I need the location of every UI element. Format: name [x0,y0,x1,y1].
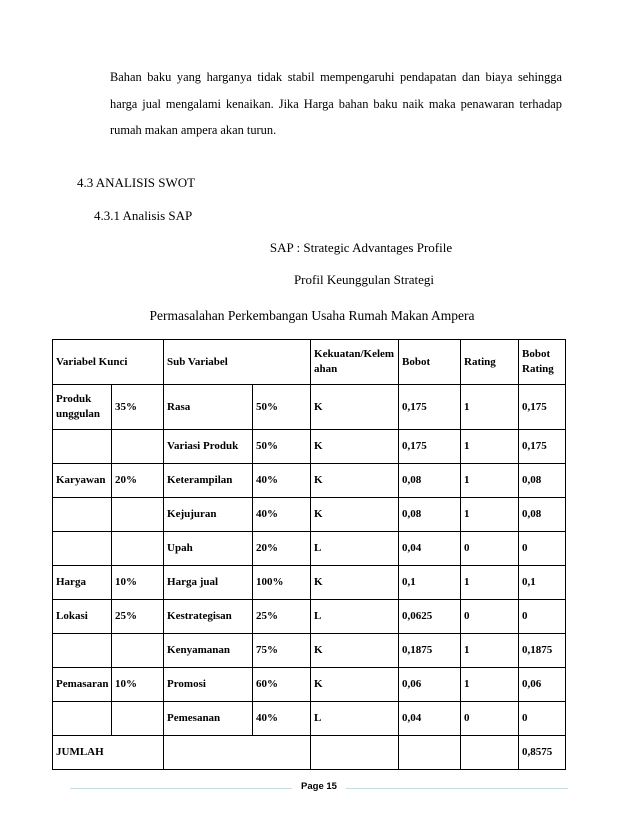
cell-bobot: 0,1 [399,566,461,600]
table-header-row [53,340,566,385]
cell-sub-pct: 60% [253,668,311,702]
cell-rating: 1 [461,498,519,532]
header-variabel-kunci: Variabel Kunci [53,340,164,385]
cell-sub-variabel: Upah [164,532,253,566]
table-row [53,498,566,532]
cell-sub-variabel: Keterampilan [164,464,253,498]
cell-sub-pct: 50% [253,385,311,430]
section-heading: 4.3 ANALISIS SWOT [77,175,196,190]
cell-rating: 0 [461,532,519,566]
table-title-sap: SAP : Strategic Advantages Profile [269,240,453,255]
cell-sub-variabel: Pemesanan [164,702,253,736]
cell-variabel [53,634,112,668]
cell-variabel-pct: 10% [112,668,164,702]
total-label: JUMLAH [53,736,164,770]
table-row [53,702,566,736]
cell-kekuatan: K [311,430,399,464]
cell-sub-pct: 75% [253,634,311,668]
cell-variabel [53,532,112,566]
cell-kekuatan: L [311,532,399,566]
cell-bobot-rating: 0,175 [519,430,566,464]
cell-variabel: Produk unggulan [53,385,112,430]
cell-sub-pct: 25% [253,600,311,634]
cell-sub-variabel: Harga jual [164,566,253,600]
cell-rating: 0 [461,702,519,736]
cell-rating: 1 [461,430,519,464]
table-row [53,668,566,702]
total-empty-cell [311,736,399,770]
cell-rating: 1 [461,464,519,498]
cell-kekuatan: K [311,634,399,668]
cell-bobot-rating: 0,08 [519,498,566,532]
cell-variabel [53,498,112,532]
header-bobot: Bobot [399,340,461,385]
cell-kekuatan: K [311,385,399,430]
cell-kekuatan: L [311,702,399,736]
cell-sub-pct: 40% [253,702,311,736]
header-rating: Rating [461,340,519,385]
cell-sub-variabel: Promosi [164,668,253,702]
page-number: Page 15 [301,781,337,792]
table-row [53,430,566,464]
cell-kekuatan: K [311,498,399,532]
cell-sub-pct: 40% [253,464,311,498]
cell-bobot-rating: 0,06 [519,668,566,702]
cell-variabel: Lokasi [53,600,112,634]
header-bobot-rating: Bobot Rating [519,340,566,385]
cell-variabel-pct: 35% [112,385,164,430]
cell-kekuatan: K [311,566,399,600]
table-total-row [53,736,566,770]
table-row [53,566,566,600]
cell-variabel-pct [112,532,164,566]
table-row [53,532,566,566]
cell-variabel: Karyawan [53,464,112,498]
cell-variabel-pct: 20% [112,464,164,498]
cell-variabel-pct [112,634,164,668]
table-row [53,634,566,668]
subsection-heading: 4.3.1 Analisis SAP [94,208,193,223]
cell-sub-variabel: Kenyamanan [164,634,253,668]
total-empty-cell [461,736,519,770]
cell-rating: 1 [461,566,519,600]
cell-bobot: 0,08 [399,464,461,498]
header-sub-variabel: Sub Variabel [164,340,311,385]
cell-sub-pct: 50% [253,430,311,464]
cell-variabel-pct [112,498,164,532]
cell-bobot: 0,04 [399,702,461,736]
cell-variabel-pct [112,430,164,464]
cell-rating: 1 [461,668,519,702]
table-row [53,385,566,430]
cell-variabel [53,702,112,736]
total-empty-cell [399,736,461,770]
cell-rating: 0 [461,600,519,634]
cell-bobot: 0,175 [399,430,461,464]
cell-sub-variabel: Variasi Produk [164,430,253,464]
total-empty-cell [164,736,311,770]
cell-variabel-pct: 25% [112,600,164,634]
cell-bobot-rating: 0,1 [519,566,566,600]
cell-variabel-pct: 10% [112,566,164,600]
footer-divider-right [346,788,568,789]
cell-sub-pct: 20% [253,532,311,566]
cell-variabel-pct [112,702,164,736]
cell-rating: 1 [461,385,519,430]
table-row [53,464,566,498]
table-title-permasalahan: Permasalahan Perkembangan Usaha Rumah Makan Ampera [149,308,475,323]
sap-table [52,339,566,770]
cell-bobot: 0,175 [399,385,461,430]
cell-kekuatan: L [311,600,399,634]
cell-rating: 1 [461,634,519,668]
cell-sub-pct: 40% [253,498,311,532]
cell-bobot: 0,1875 [399,634,461,668]
cell-sub-variabel: Kestrategisan [164,600,253,634]
cell-variabel: Pemasaran [53,668,112,702]
header-kekuatan-kelemahan: Kekuatan/Kelem ahan [311,340,399,385]
cell-bobot-rating: 0 [519,702,566,736]
cell-bobot: 0,06 [399,668,461,702]
total-value: 0,8575 [519,736,566,770]
cell-bobot-rating: 0 [519,532,566,566]
cell-bobot: 0,0625 [399,600,461,634]
cell-sub-variabel: Rasa [164,385,253,430]
cell-sub-variabel: Kejujuran [164,498,253,532]
table-row [53,600,566,634]
cell-bobot-rating: 0,1875 [519,634,566,668]
cell-sub-pct: 100% [253,566,311,600]
cell-kekuatan: K [311,668,399,702]
cell-variabel: Harga [53,566,112,600]
cell-bobot-rating: 0,08 [519,464,566,498]
table-title-profil: Profil Keunggulan Strategi [293,272,435,287]
cell-bobot-rating: 0 [519,600,566,634]
cell-bobot-rating: 0,175 [519,385,566,430]
cell-variabel [53,430,112,464]
cell-bobot: 0,04 [399,532,461,566]
cell-bobot: 0,08 [399,498,461,532]
cell-kekuatan: K [311,464,399,498]
body-paragraph: Bahan baku yang harganya tidak stabil mempengaruhi pendapatan dan biaya sehingga harga jual mengalami kenaikan. Jika Harga bahan baku naik maka penawaran terhadap rumah makan ampera akan turun. [110,70,562,137]
